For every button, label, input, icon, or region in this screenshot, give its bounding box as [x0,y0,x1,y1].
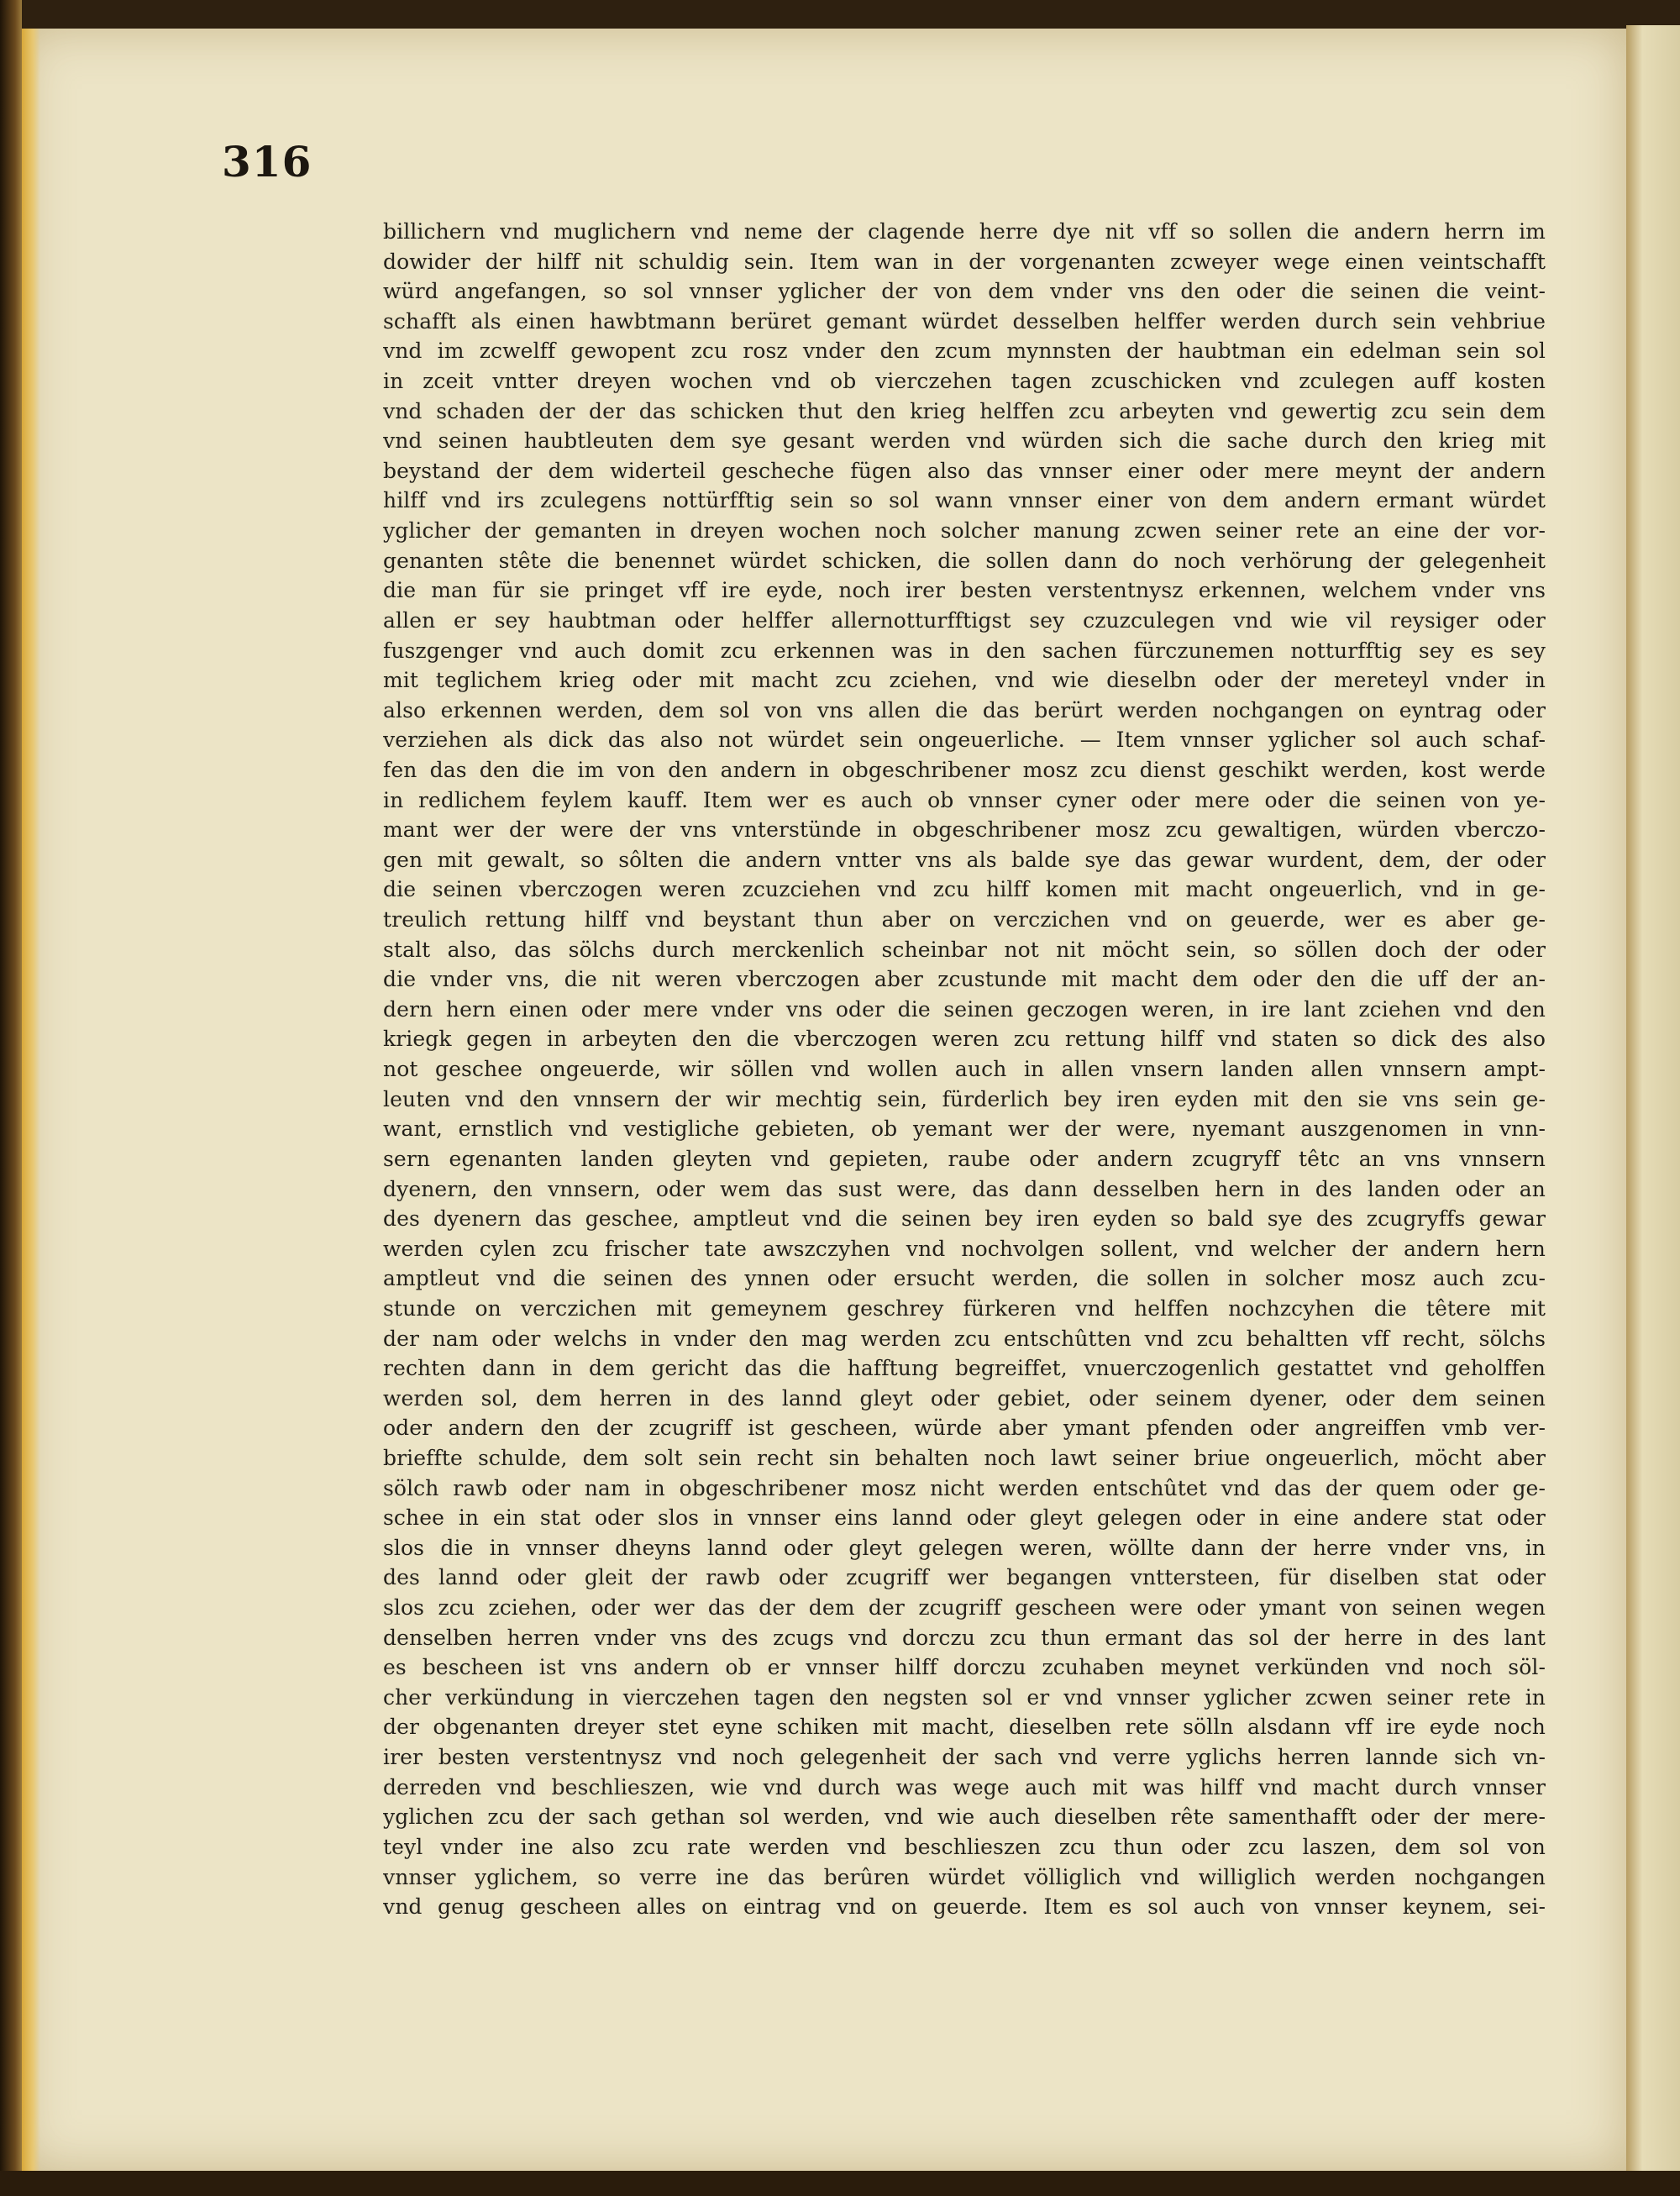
text-line: der nam oder welchs in vnder den mag werden zcu entschûtten vnd zcu behaltten vff recht, sölchs [383,1326,1546,1351]
text-line: brieffte schulde, dem solt sein recht sin behalten noch lawt seiner briue ongeuerlich, möcht aber [383,1445,1546,1470]
text-line: vnd genug gescheen alles on eintrag vnd on geuerde. Item es sol auch von vnnser keynem, sei- [383,1894,1546,1920]
text-line: not geschee ongeuerde, wir söllen vnd wollen auch in allen vnsern landen allen vnnsern ampt- [383,1057,1546,1082]
text-line: vnd im zcwelff gewopent zcu rosz vnder den zcum mynnsten der haubtman ein edelman sein sol [383,339,1546,364]
text-line: vnd seinen haubtleuten dem sye gesant werden vnd würden sich die sache durch den krieg mit [383,428,1546,454]
text-line: amptleut vnd die seinen des ynnen oder ersucht werden, die sollen in solcher mosz auch zcu- [383,1266,1546,1291]
text-line: die vnder vns, die nit weren vberczogen aber zcustunde mit macht dem oder den die uff der an- [383,967,1546,992]
text-line: genanten stête die benennet würdet schicken, die sollen dann do noch verhörung der gelegenheit [383,548,1546,573]
text-line: es bescheen ist vns andern ob er vnnser hilff dorczu zcuhaben meynet verkünden vnd noch söl- [383,1655,1546,1680]
text-line: stalt also, das sölchs durch merckenlich scheinbar not nit möcht sein, so söllen doch der oder [383,937,1546,962]
text-line: teyl vnder ine also zcu rate werden vnd beschlieszen zcu thun oder zcu laszen, dem sol von [383,1834,1546,1859]
text-line: oder andern den der zcugriff ist gescheen, würde aber ymant pfenden oder angreiffen vmb ver- [383,1416,1546,1441]
text-line: also erkennen werden, dem sol von vns allen die das berürt werden nochgangen on eyntrag oder [383,697,1546,722]
book-spine-edge [0,0,22,2196]
text-line: denselben herren vnder vns des zcugs vnd dorczu zcu thun ermant das sol der herre in des lant [383,1625,1546,1650]
text-line: billichern vnd muglichern vnd neme der clagende herre dye nit vff so sollen die andern herrn im [383,219,1546,244]
text-line: slos zcu zciehen, oder wer das der dem der zcugriff gescheen were oder ymant von seinen wegen [383,1595,1546,1621]
body-text [383,217,1546,1922]
text-line: allen er sey haubtman oder helffer allernotturfftigst sey czuzculegen vnd wie vil reysiger oder [383,607,1546,633]
text-line: kriegk gegen in arbeyten den die vberczogen weren zcu rettung hilff vnd staten so dick des also [383,1027,1546,1052]
text-line: beystand der dem widerteil gescheche fügen also das vnnser einer oder mere meynt der andern [383,458,1546,483]
text-line: irer besten verstentnysz vnd noch gelegenheit der sach vnd verre yglichs herren lannde sich vn- [383,1745,1546,1770]
text-line: leuten vnd den vnnsern der wir mechtig sein, fürderlich bey iren eyden mit den sie vns sein ge- [383,1086,1546,1111]
text-line: werden sol, dem herren in des lannd gleyt oder gebiet, oder seinem dyener, oder dem seinen [383,1385,1546,1411]
text-line: derreden vnd beschlieszen, wie vnd durch was wege auch mit was hilff vnd macht durch vnnser [383,1774,1546,1799]
scan-bottom-edge [0,2171,1680,2196]
page-number: 316 [222,137,312,187]
text-line: mant wer der were der vns vnterstünde in obgeschribener mosz zcu gewaltigen, würden vberczo- [383,817,1546,843]
facing-page-edge [1626,25,1680,2172]
text-line: des lannd oder gleit der rawb oder zcugriff wer begangen vnttersteen, für diselben stat oder [383,1565,1546,1590]
text-line: stunde on verczichen mit gemeynem geschrey fürkeren vnd helffen nochzcyhen die têtere mit [383,1295,1546,1321]
text-line: sern egenanten landen gleyten vnd gepieten, raube oder andern zcugryff têtc an vns vnnsern [383,1146,1546,1171]
text-line: schee in ein stat oder slos in vnnser eins lannd oder gleyt gelegen oder in eine andere stat oder [383,1505,1546,1531]
text-line: dowider der hilff nit schuldig sein. Item wan in der vorgenanten zcweyer wege einen veintschafft [383,249,1546,274]
text-line: dern hern einen oder mere vnder vns oder die seinen geczogen weren, in ire lant zciehen vnd den [383,996,1546,1022]
text-line: fuszgenger vnd auch domit zcu erkennen was in den sachen fürczunemen notturfftig sey es sey [383,638,1546,663]
text-line: dyenern, den vnnsern, oder wem das sust were, das dann desselben hern in des landen oder an [383,1176,1546,1201]
text-line: die seinen vberczogen weren zcuzciehen vnd zcu hilff komen mit macht ongeuerlich, vnd in ge- [383,877,1546,902]
text-line: fen das den die im von den andern in obgeschribener mosz zcu dienst geschikt werden, kost werde [383,757,1546,782]
text-line: cher verkündung in vierczehen tagen den negsten sol er vnd vnnser yglicher zcwen seiner rete in [383,1684,1546,1710]
text-line: gen mit gewalt, so sôlten die andern vntter vns als balde sye das gewar wurdent, dem, der oder [383,847,1546,872]
text-line: mit teglichem krieg oder mit macht zcu zciehen, vnd wie dieselbn oder der mereteyl vnder in [383,668,1546,693]
text-line: rechten dann in dem gericht das die hafftung begreiffet, vnuerczogenlich gestattet vnd geholffen [383,1356,1546,1381]
text-line: treulich rettung hilff vnd beystant thun aber on verczichen vnd on geuerde, wer es aber ge- [383,907,1546,933]
text-line: in redlichem feylem kauff. Item wer es auch ob vnnser cyner oder mere oder die seinen von ye- [383,787,1546,812]
text-line: in zceit vntter dreyen wochen vnd ob vierczehen tagen zcuschicken vnd zculegen auff kosten [383,369,1546,394]
text-line: hilff vnd irs zculegens nottürfftig sein so sol wann vnnser einer von dem andern ermant würdet [383,488,1546,513]
text-line: yglicher der gemanten in dreyen wochen noch solcher manung zcwen seiner rete an eine der vor- [383,518,1546,544]
text-line: werden cylen zcu frischer tate awszczyhen vnd nochvolgen sollent, vnd welcher der andern hern [383,1236,1546,1261]
text-line: schafft als einen hawbtmann berüret gemant würdet desselben helffer werden durch sein vehbriue [383,308,1546,334]
text-line: die man für sie pringet vff ire eyde, noch irer besten verstentnysz erkennen, welchem vnder vns [383,578,1546,603]
text-line: würd angefangen, so sol vnnser yglicher der von dem vnder vns den oder die seinen die veint- [383,279,1546,304]
text-line: slos die in vnnser dheyns lannd oder gleyt gelegen weren, wöllte dann der herre vnder vns, in [383,1535,1546,1560]
text-line: der obgenanten dreyer stet eyne schiken mit macht, dieselben rete sölln alsdann vff ire eyde noch [383,1715,1546,1740]
text-line: sölch rawb oder nam in obgeschribener mosz nicht werden entschûtet vnd das der quem oder ge- [383,1475,1546,1500]
text-line: verziehen als dick das also not würdet sein ongeuerliche. — Item vnnser yglicher sol auch schaf- [383,728,1546,753]
text-line: vnd schaden der der das schicken thut den krieg helffen zcu arbeyten vnd gewertig zcu sein dem [383,398,1546,423]
text-line: des dyenern das geschee, amptleut vnd die seinen bey iren eyden so bald sye des zcugryffs gewar [383,1206,1546,1232]
text-line: want, ernstlich vnd vestigliche gebieten, ob yemant wer der were, nyemant auszgenomen in vnn- [383,1116,1546,1142]
text-line: vnnser yglichem, so verre ine das berûren würdet völliglich vnd williglich werden nochgangen [383,1864,1546,1889]
text-line: yglichen zcu der sach gethan sol werden, vnd wie auch dieselben rête samenthafft oder der mere- [383,1805,1546,1830]
